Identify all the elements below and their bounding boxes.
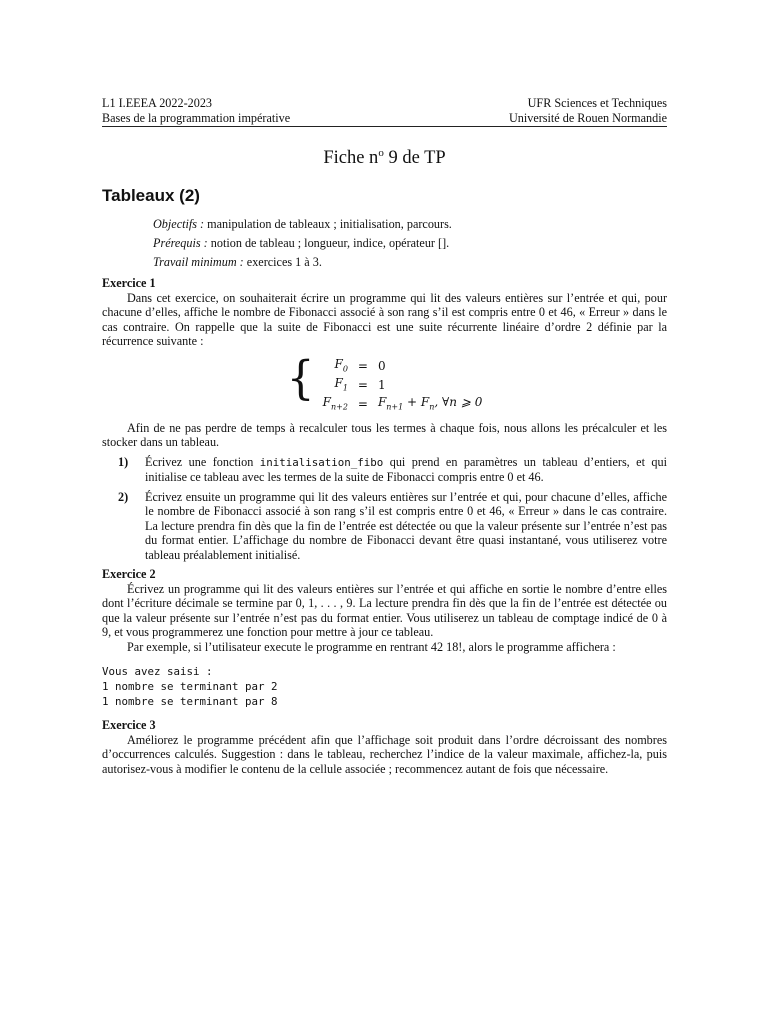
course-year: L1 I.EEEA 2022-2023: [102, 96, 213, 110]
eq-row2-op: =: [357, 378, 368, 393]
exercise-2-p2: Par exemple, si l’utilisateur execute le programme en rentrant 42 18!, alors le programme affichera :: [127, 639, 616, 654]
function-name: initialisation_fibo: [259, 455, 384, 469]
prerequis-label: Prérequis :: [153, 236, 208, 250]
eq-row2-rhs: 1: [377, 378, 386, 393]
university: Université de Rouen Normandie: [508, 110, 667, 125]
objectives-block: [153, 215, 667, 272]
output-line-3: 1 nombre se terminant par 8: [102, 695, 278, 709]
page-title: [102, 147, 667, 169]
question-1: [102, 455, 667, 485]
header-right: [509, 96, 667, 125]
travail-text: exercices 1 à 3.: [243, 255, 322, 269]
header-rule: [102, 126, 667, 127]
question-1-text: Écrivez une fonction initialisation_fibo qui prend en paramètres un tableau d’entiers, et qui initialise ce tableau avec les termes de la suite de Fibonacci compris entre 0 et 46.: [145, 454, 667, 485]
course-name: Bases de la programmation impérative: [102, 110, 291, 125]
title-sup: o: [378, 147, 384, 159]
question-2: [102, 490, 667, 563]
title-suffix: 9 de TP: [383, 148, 446, 169]
exercise-1-intro: Dans cet exercice, on souhaiterait écrire un programme qui lit des valeurs entières sur l’entrée et qui, pour chacune d’elles, affiche le nombre de Fibonacci associé à son rang s’il est compris entre 0 et 46, « Erreur » dans le cas contraire. On rappelle que la suite de Fibonacci est une suite récurrente linéaire d’ordre 2 définie par la récurrence suivante :: [102, 290, 667, 348]
eq-row3-op: =: [357, 397, 368, 412]
fibonacci-recurrence: [102, 350, 667, 415]
faculty: UFR Sciences et Techniques: [527, 96, 667, 110]
eq-row3-lhs: $F_{n+2}$: [322, 395, 348, 412]
objectifs-label: Objectifs :: [153, 217, 205, 231]
exercise-2-p1: Écrivez un programme qui lit des valeurs entières sur l’entrée et qui affiche en sortie le nombre d’entre elles dont l’écriture décimale se termine par 0, 1, . . . , 9. La lecture prendra fin dès que la fin de l’entrée est détectée ou que la valeur présente sur l’entrée n’est pas du format entier. Vous utiliserez un tableau de comptage indicé de 0 à 9, et vous programmerez une fonction pour mettre à jour ce tableau.: [102, 581, 667, 640]
equation-grid: [323, 357, 483, 415]
title-prefix: Fiche n: [323, 148, 379, 169]
exercise-2-title: Exercice 2: [102, 567, 156, 582]
prerequis-line: [153, 234, 667, 253]
objectifs-text: manipulation de tableaux ; initialisation, parcours.: [204, 217, 452, 231]
eq-row1-rhs: 0: [377, 358, 386, 373]
question-1-number: 1): [118, 454, 129, 469]
left-brace: {: [286, 350, 315, 405]
exercise-1-after: Afin de ne pas perdre de temps à recalculer tous les termes à chaque fois, nous allons les précalculer et les stocker dans un tableau.: [102, 420, 667, 450]
travail-line: [153, 253, 667, 272]
question-2-text: Écrivez ensuite un programme qui lit des valeurs entières sur l’entrée et qui, pour chacune d’elles, affiche le nombre de Fibonacci associé à son rang s’il est compris entre 0 et 46, « Erreur » dans le cas contraire. La lecture prendra fin dès que la fin de l’entrée est détectée ou que la valeur présente sur l’entrée n’est pas du format entier. L’affichage du nombre de Fibonacci devant être quasi instantané, vous utiliserez votre tableau préalablement initialisé.: [145, 489, 667, 562]
output-line-1: Vous avez saisi :: [102, 665, 213, 679]
output-example: [102, 664, 667, 709]
eq-row1-op: =: [357, 358, 368, 373]
page-header: [102, 96, 667, 125]
exercise-3-p1: Améliorez le programme précédent afin que l’affichage soit produit dans l’ordre décroissant des nombres d’occurrences calculés. Suggestion : dans le tableau, recherchez l’indice de la valeur maximale, affichez-la, puis autorisez-vous à modifier le contenu de la cellule associée ; recommencez autant de fois que nécessaire.: [102, 732, 667, 776]
eq-row1-lhs: $F_0$: [334, 356, 348, 373]
document-page: [102, 96, 667, 776]
exercise-1-questions: [102, 455, 667, 563]
eq-row3-rhs: $F_{n+1} + F_n$, ∀n ⩾ 0: [377, 395, 483, 412]
objectifs-line: [153, 215, 667, 234]
eq-row2-lhs: $F_1$: [334, 375, 348, 393]
header-left: [102, 96, 290, 125]
prerequis-text: notion de tableau ; longueur, indice, opérateur [].: [207, 236, 450, 250]
question-2-number: 2): [118, 489, 129, 504]
travail-label: Travail minimum :: [153, 255, 244, 269]
output-line-2: 1 nombre se terminant par 2: [102, 680, 278, 694]
section-title: Tableaux (2): [102, 186, 200, 205]
exercise-1-title: Exercice 1: [102, 276, 156, 290]
exercise-3-title: Exercice 3: [102, 718, 156, 733]
